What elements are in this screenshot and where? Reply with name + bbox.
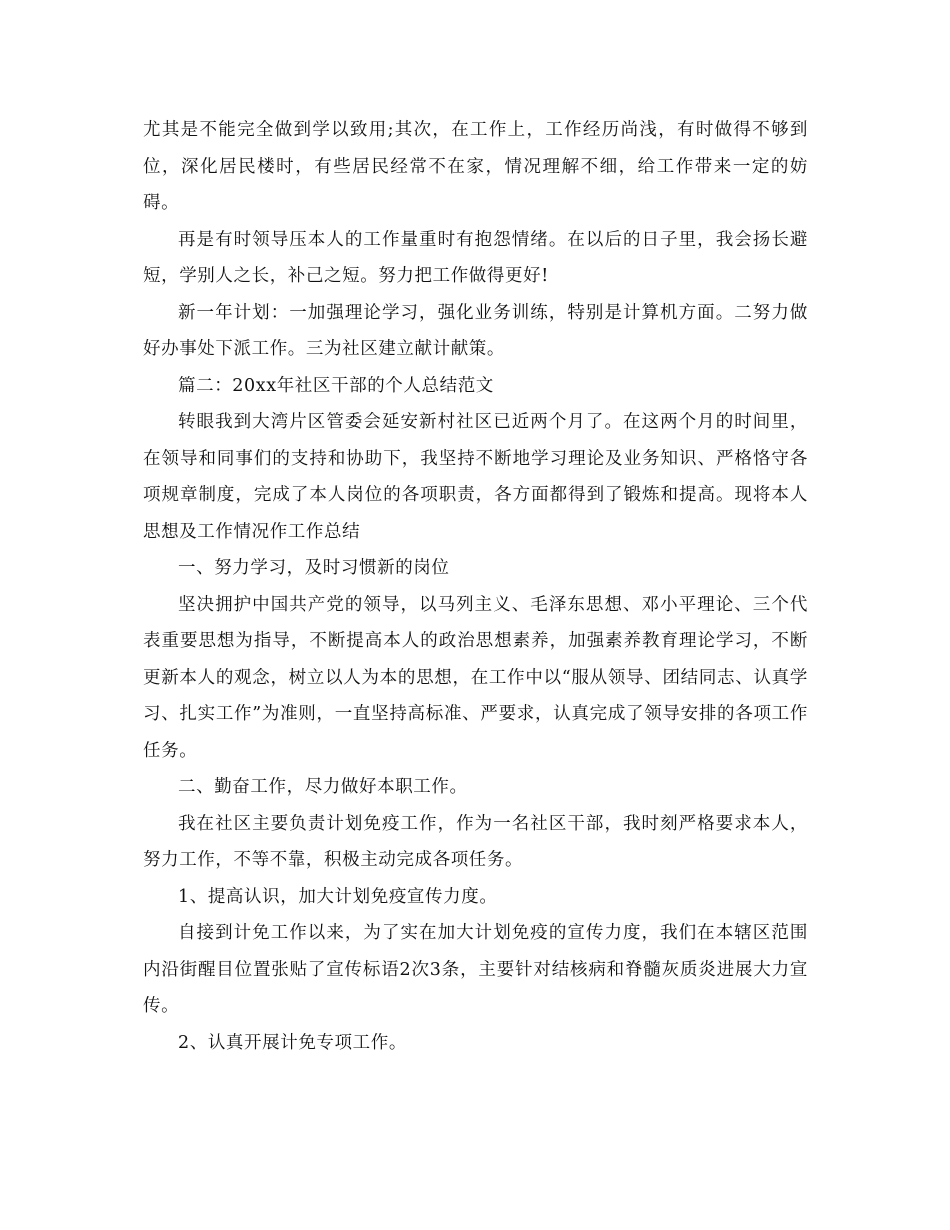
paragraph-work: 我在社区主要负责计划免疫工作，作为一名社区干部，我时刻严格要求本人，努力工作，不等不靠，积极主动完成各项任务。 — [143, 813, 808, 870]
paragraph-new-year-plan: 新一年计划：一加强理论学习，强化业务训练，特别是计算机方面。二努力做好办事处下派工作。三为社区建立献计献策。 — [143, 302, 808, 359]
subheading-special-work: 2、认真开展计免专项工作。 — [178, 1032, 407, 1053]
paragraph-study: 坚决拥护中国共产党的领导，以马列主义、毛泽东思想、邓小平理论、三个代表重要思想为指导，不断提高本人的政治思想素养，加强素养教育理论学习，不断更新本人的观念，树立以人为本的思想，在工作中以“服从领导、团结同志、认真学习、扎实工作”为准则，一直坚持高标准、严要求，认真完成了领导安排的各项工作任务。 — [143, 594, 808, 761]
heading-work: 二、勤奋工作，尽力做好本职工作。 — [178, 777, 468, 797]
paragraph-awareness: 自接到计免工作以来，为了实在加大计划免疫的宣传力度，我们在本辖区范围内沿街醒目位置张贴了宣传标语2次3条，主要针对结核病和脊髓灰质炎进展大力宣传。 — [143, 923, 808, 1016]
paragraph-shortcomings: 再是有时领导压本人的工作量重时有抱怨情绪。在以后的日子里，我会扬长避短，学别人之长，补己之短。努力把工作做得更好! — [143, 229, 808, 286]
heading-study: 一、努力学习，及时习惯新的岗位 — [178, 558, 450, 578]
paragraph-introduction: 转眼我到大湾片区管委会延安新村社区已近两个月了。在这两个月的时间里，在领导和同事们的支持和协助下，我坚持不断地学习理论及业务知识、严格恪守各项规章制度，完成了本人岗位的各项职责，各方面都得到了锻炼和提高。现将本人思想及工作情况作工作总结 — [143, 412, 808, 542]
paragraph-continuation: 尤其是不能完全做到学以致用;其次，在工作上，工作经历尚浅，有时做得不够到位，深化居民楼时，有些居民经常不在家，情况理解不细，给工作带来一定的妨碍。 — [143, 120, 808, 213]
section-heading-part-two: 篇二：20xx年社区干部的个人总结范文 — [178, 375, 494, 396]
document-page — [143, 112, 808, 1061]
subheading-awareness: 1、提高认识，加大计划免疫宣传力度。 — [178, 886, 498, 907]
